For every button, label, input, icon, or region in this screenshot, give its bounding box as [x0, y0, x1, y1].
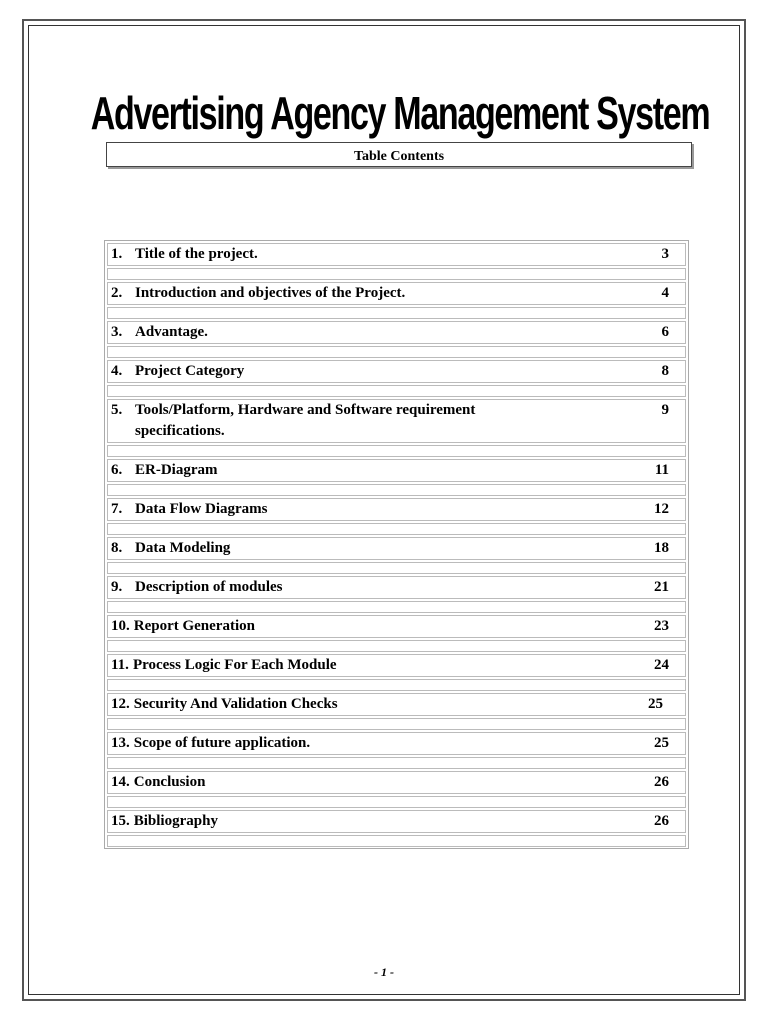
toc-entry[interactable] — [107, 243, 686, 266]
toc-entry-label: Security And Validation Checks — [133, 696, 338, 712]
toc-entry-page: 3 — [661, 246, 669, 262]
toc-spacer-row — [107, 835, 686, 847]
toc-entry-label: Data Modeling — [135, 540, 231, 556]
toc-entry-label: Conclusion — [133, 774, 206, 790]
toc-spacer-row — [107, 796, 686, 808]
toc-spacer-row — [107, 484, 686, 496]
toc-entry[interactable] — [107, 498, 686, 521]
toc-entry-page: 12 — [654, 501, 669, 517]
toc-entry-page: 11 — [654, 462, 669, 478]
toc-entry[interactable] — [107, 399, 686, 443]
toc-entry-number: 12. — [111, 696, 130, 712]
toc-entry[interactable] — [107, 459, 686, 482]
toc-entry-label: Scope of future application. — [133, 735, 311, 751]
toc-spacer-row — [107, 757, 686, 769]
page-number: - 1 - — [374, 965, 394, 979]
toc-entry-number: 1. — [111, 246, 123, 262]
toc-entry-label: Description of modules — [135, 579, 283, 595]
table-of-contents — [104, 240, 689, 849]
toc-spacer-row — [107, 679, 686, 691]
toc-entry[interactable] — [107, 537, 686, 560]
toc-entry[interactable] — [107, 282, 686, 305]
toc-entry-number: 8. — [111, 540, 123, 556]
toc-entry[interactable] — [107, 810, 686, 833]
toc-entry-number: 10. — [111, 618, 130, 634]
toc-spacer-row — [107, 307, 686, 319]
toc-entry-page: 4 — [661, 285, 669, 301]
toc-entry-page: 18 — [654, 540, 669, 556]
toc-entry-label: Bibliography — [133, 813, 218, 829]
toc-spacer-row — [107, 562, 686, 574]
toc-spacer-row — [107, 601, 686, 613]
toc-entry-number: 2. — [111, 285, 123, 301]
toc-entry-page: 8 — [661, 363, 669, 379]
toc-entry-label: Title of the project. — [135, 246, 258, 262]
toc-entry-page: 6 — [661, 324, 669, 340]
toc-entry-number: 3. — [111, 324, 123, 340]
toc-spacer-row — [107, 385, 686, 397]
toc-entry-number: 15. — [111, 813, 130, 829]
toc-entry-label: Tools/Platform, Hardware and Software requirement specifications. — [135, 402, 476, 439]
toc-spacer-row — [107, 640, 686, 652]
toc-entry-page: 21 — [654, 579, 669, 595]
toc-entry-number: 7. — [111, 501, 123, 517]
toc-entry-number: 4. — [111, 363, 123, 379]
toc-entry-page: 26 — [654, 813, 669, 829]
toc-entry[interactable] — [107, 615, 686, 638]
toc-entry-label: Introduction and objectives of the Project. — [135, 285, 406, 301]
toc-entry-label: Report Generation — [133, 618, 255, 634]
toc-entry[interactable] — [107, 360, 686, 383]
toc-entry-page: 25 — [654, 735, 669, 751]
toc-spacer-row — [107, 445, 686, 457]
toc-entry-page: 26 — [654, 774, 669, 790]
toc-entry[interactable] — [107, 693, 686, 716]
toc-entry-label: Data Flow Diagrams — [135, 501, 268, 517]
toc-entry-page: 24 — [654, 657, 669, 673]
document-title: Advertising Agency Management System — [90, 87, 710, 139]
toc-entry[interactable] — [107, 732, 686, 755]
toc-entry-label: Process Logic For Each Module — [132, 657, 337, 673]
toc-entry-number: 13. — [111, 735, 130, 751]
toc-spacer-row — [107, 346, 686, 358]
toc-entry-page: 25 — [648, 696, 663, 712]
toc-entry[interactable] — [107, 321, 686, 344]
toc-entry-number: 11. — [111, 657, 129, 673]
toc-entry[interactable] — [107, 576, 686, 599]
toc-entry-page: 9 — [661, 402, 669, 418]
toc-entry-number: 6. — [111, 462, 123, 478]
toc-entry[interactable] — [107, 654, 686, 677]
toc-spacer-row — [107, 523, 686, 535]
toc-entry-number: 5. — [111, 402, 123, 418]
toc-entry-label: Advantage. — [135, 324, 208, 340]
toc-entry-number: 9. — [111, 579, 123, 595]
toc-entry-number: 14. — [111, 774, 130, 790]
toc-spacer-row — [107, 268, 686, 280]
toc-entry-label: ER-Diagram — [135, 462, 218, 478]
toc-entry-page: 23 — [654, 618, 669, 634]
toc-heading: Table Contents — [106, 142, 692, 167]
toc-spacer-row — [107, 718, 686, 730]
toc-entry-label: Project Category — [135, 363, 245, 379]
toc-entry[interactable] — [107, 771, 686, 794]
